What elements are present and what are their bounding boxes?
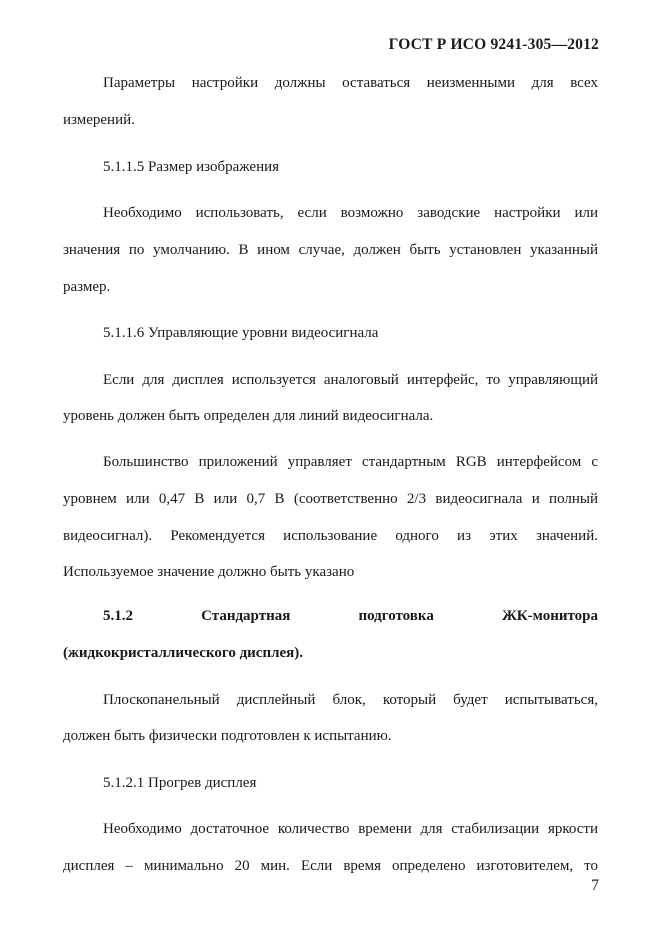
paragraph-line: Необходимо использовать, если возможно заводские настройки или [103,205,598,221]
section-title-word: ЖК-монитора [501,608,598,624]
paragraph-line: Большинство приложений управляет стандартным RGB интерфейсом с [103,454,598,470]
document-header: ГОСТ Р ИСО 9241-305—2012 [388,36,599,53]
section-title-word: Стандартная [201,608,291,624]
paragraph-line: дисплея – минимально 20 мин. Если время определено изготовителем, то [63,858,598,874]
section-number: 5.1.2 [103,608,133,624]
section-heading-continuation: (жидкокристаллического дисплея). [63,645,304,661]
paragraph-line: Плоскопанельный дисплейный блок, который будет испытываться, [103,692,598,708]
paragraph-line: уровнем или 0,47 В или 0,7 В (соответственно 2/3 видеосигнала и полный [63,491,598,507]
paragraph-line: Необходимо достаточное количество времени для стабилизации яркости [103,821,598,837]
section-title-word: подготовка [358,608,434,624]
subsection-heading: 5.1.2.1 Прогрев дисплея [103,775,257,791]
paragraph-line: значения по умолчанию. В ином случае, должен быть установлен указанный [63,242,598,258]
paragraph-line: Если для дисплея используется аналоговый интерфейс, то управляющий [103,372,598,388]
paragraph-line: уровень должен быть определен для линий видеосигнала. [63,408,434,424]
section-heading-5-1-2 [103,598,598,635]
subsection-heading: 5.1.1.5 Размер изображения [103,159,280,175]
paragraph-line: измерений. [63,112,135,128]
paragraph-line: Используемое значение должно быть указано [63,564,355,580]
paragraph-line: размер. [63,279,111,295]
paragraph-line: видеосигнал). Рекомендуется использование одного из этих значений. [63,528,598,544]
subsection-heading: 5.1.1.6 Управляющие уровни видеосигнала [103,325,379,341]
paragraph-line: Параметры настройки должны оставаться неизменными для всех [103,75,598,91]
paragraph-line: должен быть физически подготовлен к испытанию. [63,728,392,744]
page-number: 7 [591,877,599,894]
